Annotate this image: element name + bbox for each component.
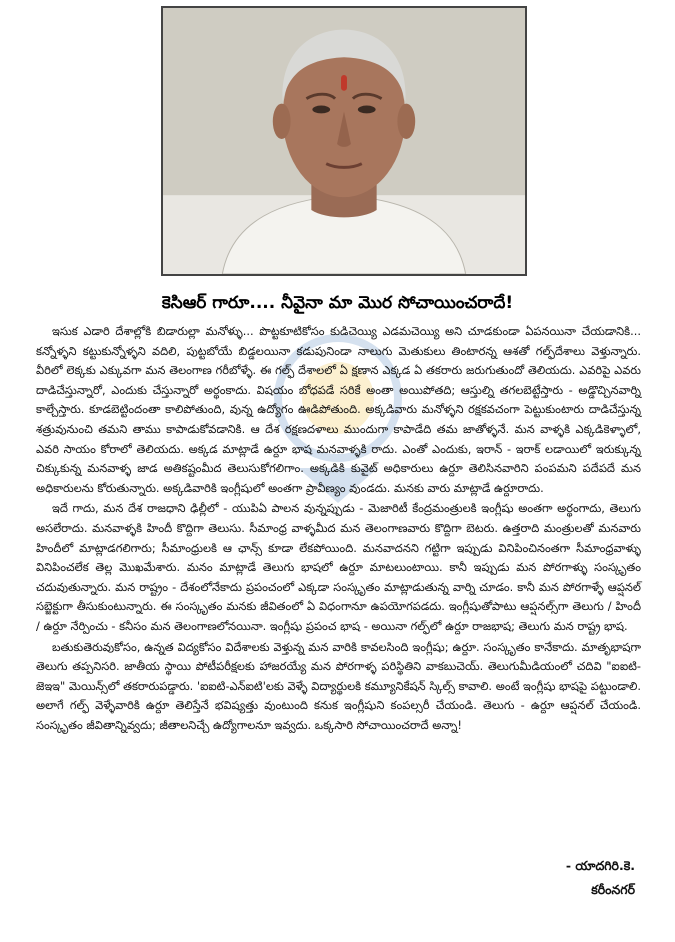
article-paragraph: బతుకుతెరువుకోసం, ఉన్నత విద్యకోసం విదేశాలకు వెళ్తున్న మన వారికి కావలసింది ఇంగ్లీషు; ఉర్దూ. సంస్కృతం కానేకాదు. మాతృభాషగా తెలుగు తప్పనిసరి. జాతీయ స్థాయి పోటీపరీక్షలకు హాజరయ్యే మన పోరగాళ్ళ పరిస్థితిని వాకబుచెయ్. తెలుగుమీడియంలో చదివి "ఐఐటి-జెఇఇ" మెయిన్స్‌లో తకరారుపడ్డారు. 'ఐఐటి-ఎన్ఐటి'లకు వెళ్ళే విద్యార్థులకి కమ్యూనికేషన్ స్కిల్స్ కావాలి. అంటే ఇంగ్లీషు భాషపై పట్టుండాలి. అలాగే గల్ఫ్ వెళ్ళేవారికి ఉర్దూ తెలిస్తేనే భవిష్యత్తు వుంటుంది కనుక ఇంగ్లీషుని కంపల్సరీ చేయండి. తెలుగు - ఉర్దూ ఆప్షనల్ చేయండి. సంస్కృతం జీవితాన్నివ్వదు; జీతాలనిచ్చే ఉద్యోగాలనూ ఇవ్వదు. ఒక్కసారి సోచాయించరాదే అన్నా! <box>36 639 641 732</box>
article-paragraph: ఇసుక ఎడారి దేశాల్లోకి బిడారుల్లా మనోళ్ళు... పొట్టకూటికోసం కుడిచెయ్యి ఎడమచెయ్యి అని చూడకుండా ఏపనయినా చేయడానికి... కన్నోళ్ళని కట్టుకున్నోళ్ళని వదిలి, పుట్టబోయే బిడ్డలయినా కడుపునిండా నాలుగు మెతుకులు తింటారన్న ఆశతో గల్ఫ్‌దేశాలు వెళ్తున్నారు. వీరిలో లెక్కకు ఎక్కువగా మన తెలంగాణ గరీబోళ్ళే. ఈ గల్ఫ్ దేశాలలో ఏ క్షణాన ఎక్కడ ఏ తకరారు జరుగుతుందో తెలియదు. ఎవరిపై ఎవరు దాడిచేస్తున్నారో, ఎందుకు చేస్తున్నారో అర్థంకాదు. విషయం బోధపడే సరికే అంతా అయిపోతది; ఆస్తుల్ని తగలబెట్టేస్తారు - అడ్డొచ్చినవార్ని కాల్చేస్తారు. కూడబెట్టిందంతా కాలిపోతుంది, వున్న ఉద్యోగం ఊడిపోతుంది. అక్కడివారు మనోళ్ళని రక్షకవచంగా పెట్టుకుంటారు దాడిచేస్తున్న శత్రువునుంచి తమని తాము కాపాడుకోవడానికి. ఆ దేశ రక్షణదళాలు ముందుగా కాపాడేది తమ జాతోళ్ళనే. మన వాళ్ళకి ఎక్కడికెళ్ళాలో, ఎవరి సాయం కోరాలో తెలియదు. అక్కడ మాట్లాడే ఉర్దూ భాష మనవాళ్ళకి రాదు. ఎంతో ఎందుకు, ఇరాన్ - ఇరాక్ లడాయిలో ఇరుక్కున్న చిక్కుకున్న మనవాళ్ళ జాడ అతికష్టంమీద తెలుసుకోగలిగాం. అక్కడికి కువైట్ అధికారులు ఉర్దూ తెలిసినవారిని పంపమని పదేపదే మన అధికారులను కోరుతున్నారు. అక్కడివారికి ఇంగ్లీషులో అంతగా ప్రావీణ్యం వుండదు. మనకు వారు మాట్లాడే ఉర్దూరాదు. <box>36 324 641 495</box>
author-place: కరీంనగర్ <box>591 882 635 897</box>
author-name: - యాదగిరి.కె. <box>565 858 635 873</box>
article-body <box>36 322 641 736</box>
article-paragraph: ఇదే గాదు, మన దేశ రాజధాని ఢిల్లీలో - యుపిఏ పాలన వున్నప్పుడు - మెజారిటీ కేంద్రమంత్రులకి ఇంగ్లీషు అంతగా అర్థంగాదు, తెలుగు అసలేరాదు. మనవాళ్ళకి హిందీ కొద్దిగా తెలుసు. సీమాంధ్ర వాళ్ళమీద మన తెలంగాణవారు కొద్దిగా బెటరు. ఉత్తరాది మంత్రులతో మనవారు హిందీలో మాట్లాడగలిగారు; సీమాంధ్రులకి ఆ ఛాన్స్ కూడా లేకపోయింది. మనవాదనని గట్టిగా ఇప్పుడు వినిపించినంతగా సీమాంధ్రవాళ్ళు వినిపించలేక తెల్ల మొఖమేశారు. మనం మాట్లాడే తెలుగు భాషలో ఉర్దూ మాటలుంటాయి. కానీ ఇప్పుడు మన పోరగాళ్ళు సంస్కృతం చదువుతున్నారు. మన రాష్ట్రం - దేశంలోనేకాదు ప్రపంచంలో ఎక్కడా సంస్కృతం మాట్లాడుతున్న వార్ని చూడం. కానీ మన పోరగాళ్ళే ఆప్షనల్ సబ్జెక్టుగా తీసుకుంటున్నారు. ఈ సంస్కృతం మనకు జీవితంలో ఏ విధంగానూ ఉపయోగపడదు. ఇంగ్లీషుతోపాటు ఆప్షనల్స్‌గా తెలుగు / హిందీ / ఉర్దూ నేర్పించు - కనీసం మన తెలంగాణలోనయినా. ఇంగ్లీషు ప్రపంచ భాష - అయినా గల్ఫ్‌లో ఉర్దూ రాజభాష; తెలుగు మన రాష్ట్ర భాష. <box>36 501 641 633</box>
article-photo <box>161 6 527 276</box>
author-signature <box>395 854 635 902</box>
person-portrait-icon <box>163 8 525 274</box>
article-headline: కెసిఆర్ గారూ.... నీవైనా మా మొర సోచాయించరాదే! <box>161 293 514 313</box>
